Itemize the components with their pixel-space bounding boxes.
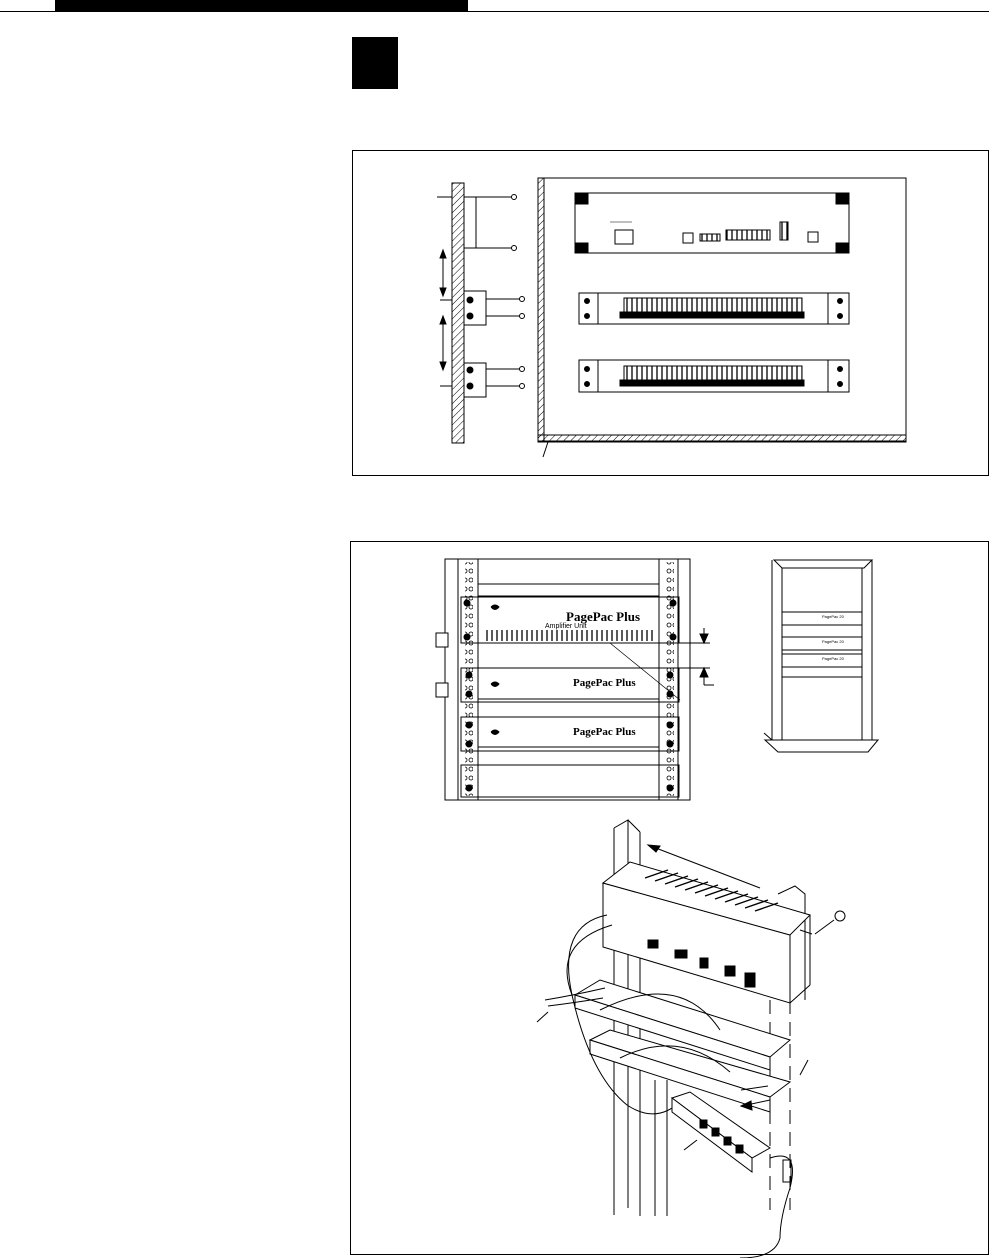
wall-front-view (538, 178, 906, 457)
amp-unit-front-sublabel: Amplifier Unit (545, 623, 587, 630)
small-rack-label-3: PagePac 20 (822, 656, 844, 661)
unit3-front-label: PagePac Plus (573, 726, 636, 738)
small-rack-label-1: PagePac 20 (822, 614, 844, 619)
isometric-rack-view (537, 820, 845, 1258)
small-rack-label-2: PagePac 20 (822, 639, 844, 644)
amp-unit-front-label: PagePac Plus (566, 609, 641, 624)
unit2-front-label: PagePac Plus (573, 677, 636, 689)
small-rack-view (764, 560, 878, 752)
wall-side-view (437, 183, 525, 443)
